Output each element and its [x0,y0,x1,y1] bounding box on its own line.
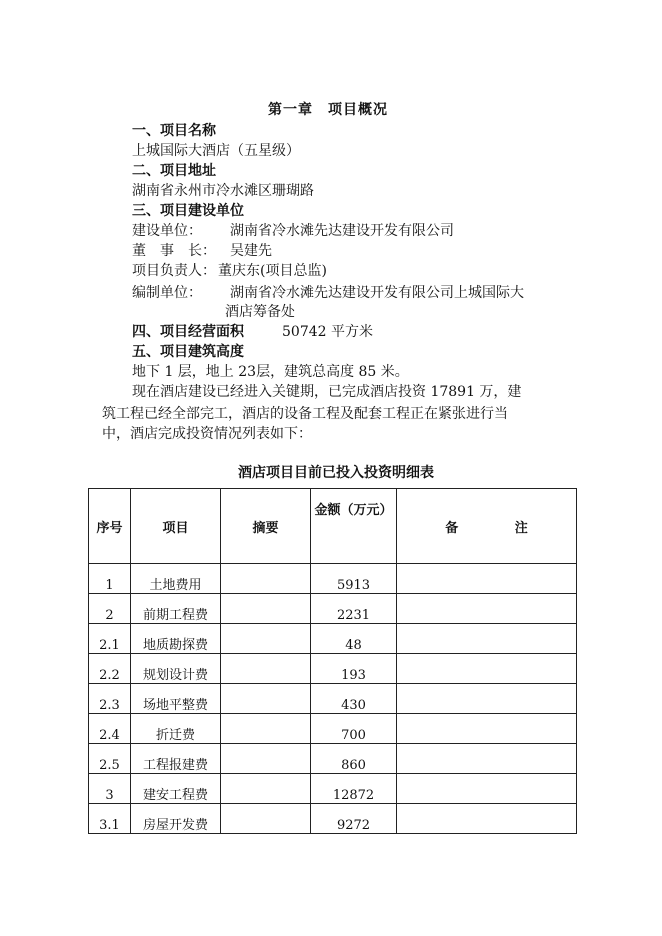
table-title: 酒店项目目前已投入投资明细表 [238,465,434,481]
project-name: 上城国际大酒店（五星级） [132,143,300,159]
cell-item: 场地平整费 [131,684,221,714]
cell-no: 2.2 [89,654,131,684]
cell-remark [397,714,577,744]
cell-summary [221,654,311,684]
cell-amount: 2231 [311,594,397,624]
cell-remark [397,744,577,774]
paragraph-line-3: 中，酒店完成投资情况列表如下： [102,426,312,442]
cell-remark [397,654,577,684]
builder-unit-label: 建设单位： [132,223,202,239]
cell-no: 2.4 [89,714,131,744]
cell-remark [397,564,577,594]
table-row [89,684,577,714]
cell-summary [221,594,311,624]
cell-item: 前期工程费 [131,594,221,624]
cell-no: 2.3 [89,684,131,714]
header-no: 序号 [89,489,131,564]
cell-summary [221,714,311,744]
cell-summary [221,774,311,804]
header-summary: 摘要 [221,489,311,564]
cell-item: 工程报建费 [131,744,221,774]
cell-amount: 700 [311,714,397,744]
header-remark-part2: 注 [514,520,528,536]
header-amount: 金额（万元） [311,489,397,564]
cell-amount: 860 [311,744,397,774]
table-row [89,774,577,804]
cell-no: 2.5 [89,744,131,774]
cell-amount: 430 [311,684,397,714]
cell-amount: 9272 [311,804,397,834]
project-height: 地下 1 层，地上 23层，建筑总高度 85 米。 [132,364,409,380]
compiler-label: 编制单位： [132,285,202,301]
cell-summary [221,684,311,714]
cell-remark [397,774,577,804]
cell-summary [221,564,311,594]
cell-item: 折迁费 [131,714,221,744]
cell-no: 2.1 [89,624,131,654]
section-address-heading: 二、项目地址 [132,163,216,179]
project-address: 湖南省永州市冷水滩区珊瑚路 [132,183,314,199]
manager-label: 项目负责人： [132,263,216,279]
section-name-heading: 一、项目名称 [132,123,216,139]
compiler-value-line2: 酒店筹备处 [225,304,295,320]
compiler-value-line1: 湖南省冷水滩先达建设开发有限公司上城国际大 [230,285,524,301]
cell-amount: 193 [311,654,397,684]
chairman-value: 吴建先 [230,243,272,259]
header-remark-part1: 备 [445,520,459,536]
cell-remark [397,594,577,624]
cell-summary [221,744,311,774]
cell-summary [221,804,311,834]
cell-item: 规划设计费 [131,654,221,684]
cell-amount: 48 [311,624,397,654]
chairman-label: 董 事 长： [132,243,216,259]
cell-no: 1 [89,564,131,594]
table-row [89,744,577,774]
cell-item: 建安工程费 [131,774,221,804]
section-area-heading: 四、项目经营面积 [132,324,244,340]
manager-value: 董庆东(项目总监) [218,263,327,279]
builder-unit-value: 湖南省冷水滩先达建设开发有限公司 [230,223,454,239]
cell-remark [397,684,577,714]
header-item: 项目 [131,489,221,564]
paragraph-line-2: 筑工程已经全部完工，酒店的设备工程及配套工程正在紧张进行当 [102,406,508,422]
cell-no: 2 [89,594,131,624]
table-row [89,654,577,684]
table-row [89,624,577,654]
section-height-heading: 五、项目建筑高度 [132,344,244,360]
table-row [89,804,577,834]
cell-item: 地质勘探费 [131,624,221,654]
cell-remark [397,804,577,834]
investment-table [88,488,577,834]
header-remark [397,489,577,564]
table-header-row [89,489,577,564]
cell-no: 3 [89,774,131,804]
paragraph-line-1: 现在酒店建设已经进入关键期，已完成酒店投资 17891 万，建 [132,384,522,400]
cell-summary [221,624,311,654]
table-row [89,594,577,624]
cell-item: 土地费用 [131,564,221,594]
cell-amount: 5913 [311,564,397,594]
cell-no: 3.1 [89,804,131,834]
chapter-title: 第一章 项目概况 [268,102,388,118]
table-row [89,714,577,744]
project-area: 50742 平方米 [282,324,373,340]
section-builder-heading: 三、项目建设单位 [132,203,244,219]
cell-item: 房屋开发费 [131,804,221,834]
cell-amount: 12872 [311,774,397,804]
table-row [89,564,577,594]
cell-remark [397,624,577,654]
